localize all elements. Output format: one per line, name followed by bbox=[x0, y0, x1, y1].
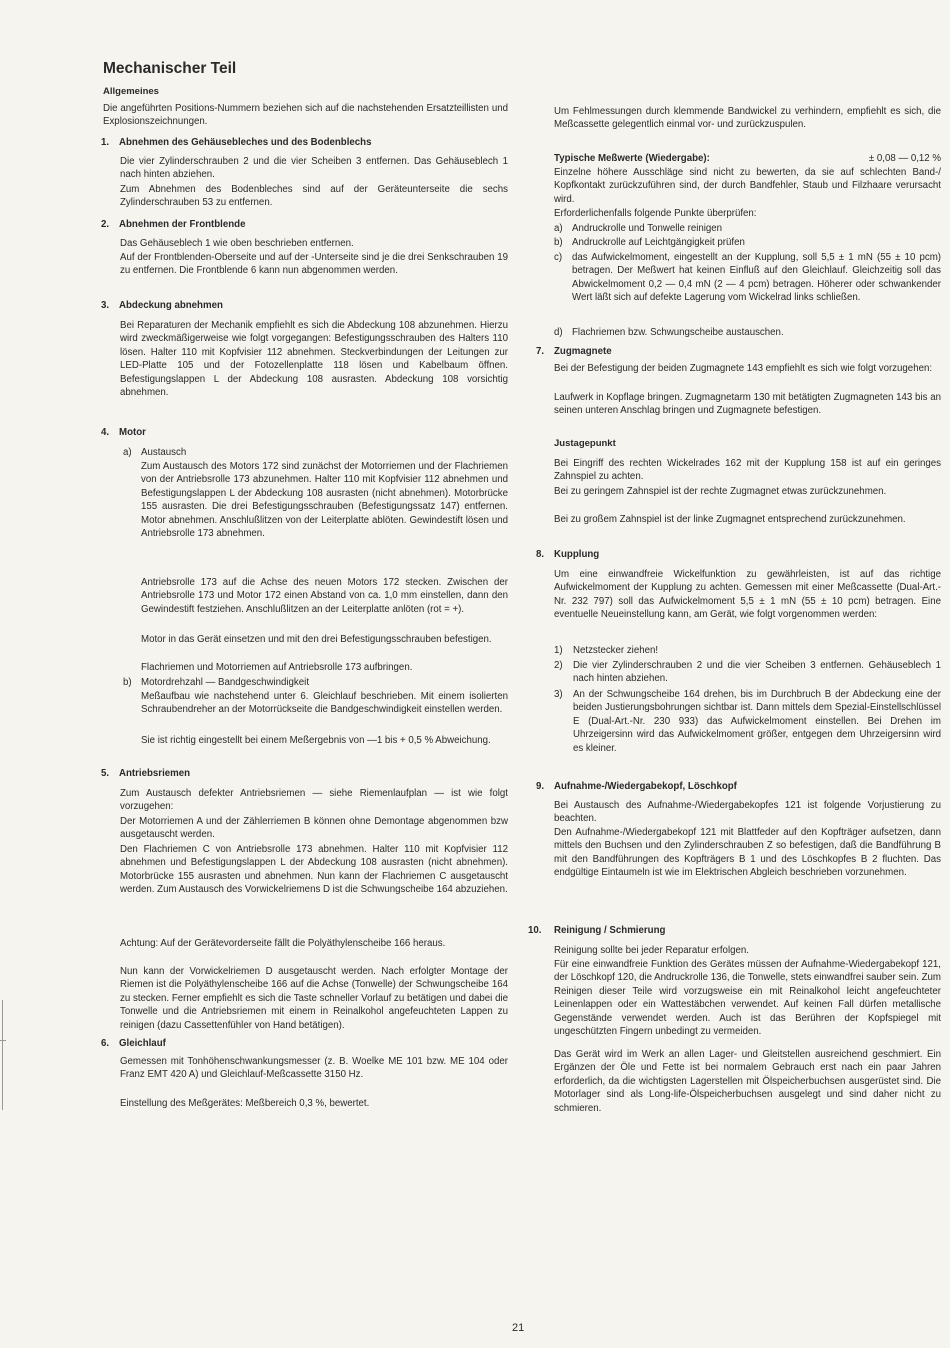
section-7-para-1: Bei der Befestigung der beiden Zugmagnete 143 empfiehlt es sich wie folgt vorzugehen: bbox=[554, 363, 933, 374]
section-5-heading bbox=[101, 768, 190, 779]
check-d-text: Flachriemen bzw. Schwungscheibe austauschen. bbox=[572, 327, 784, 338]
typical-values-row bbox=[554, 152, 941, 165]
section-title: Zugmagnete bbox=[554, 346, 612, 357]
binding-tick bbox=[0, 1040, 6, 1041]
step-2-text: Die vier Zylinderschrauben 2 und die vier Scheiben 3 entfernen. Gehäuseblech 1 nach hinten abziehen. bbox=[573, 660, 941, 685]
section-5-para-2: Der Motorriemen A und der Zählerriemen B können ohne Demontage abgenommen bzw ausgetauscht werden. bbox=[120, 816, 508, 841]
item-a-label: a) bbox=[123, 447, 132, 458]
section-title: Antriebsriemen bbox=[119, 768, 191, 779]
section-2-para-1: Das Gehäuseblech 1 wie oben beschrieben entfernen. bbox=[120, 238, 354, 249]
item-b-title: Motordrehzahl — Bandgeschwindigkeit bbox=[141, 677, 310, 688]
section-10-para-3: Das Gerät wird im Werk an allen Lager- und Gleitstellen ausreichend geschmiert. Ein Ergänzen der Öle und Fette ist bei normalem Gebrauch erst nach ein paar Jahren erforderlich, da die wichtigsten Lagerstellen mit Ölspeicherbuchsen ausgerüstet sind. Die Motorlager sind als Long-life-Ölspeicherbuchsen ausgelegt und sind daher nicht zu schmieren. bbox=[554, 1049, 941, 1114]
check-b-label: b) bbox=[554, 237, 563, 248]
section-number: 5. bbox=[101, 768, 110, 779]
section-5-para-1: Zum Austausch defekter Antriebsriemen — siehe Riemenlaufplan — ist wie folgt vorzugehen: bbox=[120, 788, 508, 813]
section-10-para-2: Für eine einwandfreie Funktion des Gerätes müssen der Aufnahme-Wiedergabekopf 121, der Löschkopf 120, die Andruckrolle 136, die Tonwelle, stets einwandfrei sauber sein. Zum Reinigen dieser Teile wird vorzugsweise ein mit Reinalkohol leicht angefeuchteter Leinenlappen oder ein Wattestäbchen verwendet. Auf keinen Fall dürfen metallische Gegenstände verwendet werden. Auch ist das Berühren der Kopfspiegel mit ungeschützten Fingern unbedingt zu vermeiden. bbox=[554, 959, 942, 1038]
section-9-para-2: Den Aufnahme-/Wiedergabekopf 121 mit Blattfeder auf den Kopfträger aufsetzen, dann mittels den Buchsen und den Zylinderschrauben Z so befestigen, daß die Bandführung B mit den Bandführungen des Kopfträgers B 1 und des Löschkopfes B 2 fluchten. Das endgültige Eintaumeln ist wie im Elektrischen Abgleich beschrieben vorzunehmen. bbox=[554, 827, 941, 879]
section-number: 2. bbox=[101, 219, 110, 230]
section-2-para-2: Auf der Frontblenden-Oberseite und auf der -Unterseite sind je die drei Senkschrauben 19 zu entfernen. Die Frontblende 6 kann nun abgenommen werden. bbox=[120, 252, 508, 277]
section-title: Abnehmen der Frontblende bbox=[119, 219, 246, 230]
section-9-para-1: Bei Austausch des Aufnahme-/Wiedergabekopfes 121 ist folgende Vorjustierung zu beachten. bbox=[554, 800, 941, 825]
item-a-para-2: Antriebsrolle 173 auf die Achse des neuen Motors 172 stecken. Zwischen der Antriebsrolle 173 und Motor 172 einen Abstand von ca. 1,0 mm einstellen, dann den Gewindestift festziehen. Anschlußlitzen an der Leiterplatte anlöten (rot = +). bbox=[141, 577, 508, 615]
check-c-label: c) bbox=[554, 252, 563, 263]
section-3-heading bbox=[101, 300, 223, 311]
section-7-para-2: Laufwerk in Kopflage bringen. Zugmagnetarm 130 mit betätigten Zugmagneten 143 bis an seinen unteren Anschlag bringen und Zugmagnete befestigen. bbox=[554, 392, 941, 417]
step-3-text: An der Schwungscheibe 164 drehen, bis im Durchbruch B der Abdeckung eine der beiden Justierungsbohrungen sichtbar ist. Dann mittels dem Spezial-Einstellschlüssel E (Dual-Art.-Nr. 230 933) das Aufwickelmoment einstellen. Bei Drehen im Uhrzeigersinn wird das Aufwickelmoment größer, entgegen dem Uhrzeigersinn wird es kleiner. bbox=[573, 689, 941, 754]
section-title: Abdeckung abnehmen bbox=[119, 300, 223, 311]
section-10-para-1: Reinigung sollte bei jeder Reparatur erfolgen. bbox=[554, 945, 749, 956]
check-b-text: Andruckrolle auf Leichtgängigkeit prüfen bbox=[572, 237, 745, 248]
item-b-para-1: Meßaufbau wie nachstehend unter 6. Gleichlauf beschrieben. Mit einem isolierten Schraubendreher an der Motorrückseite die Bandgeschwindigkeit einstellen werden. bbox=[141, 691, 508, 716]
typical-values-label: Typische Meßwerte (Wiedergabe): bbox=[554, 153, 710, 164]
step-1-text: Netzstecker ziehen! bbox=[573, 645, 659, 656]
page-number: 21 bbox=[512, 1322, 525, 1334]
section-6-heading bbox=[101, 1038, 166, 1049]
item-a-para-3: Motor in das Gerät einsetzen und mit den drei Befestigungsschrauben befestigen. bbox=[141, 634, 492, 645]
section-number: 4. bbox=[101, 427, 110, 438]
step-2-label: 2) bbox=[554, 660, 563, 671]
section-7-heading bbox=[536, 346, 612, 357]
general-heading: Allgemeines bbox=[103, 86, 159, 97]
typical-values-value: ± 0,08 — 0,12 % bbox=[868, 153, 941, 164]
adjustment-para-3: Bei zu großem Zahnspiel ist der linke Zugmagnet entsprechend zurückzunehmen. bbox=[554, 514, 906, 525]
section-number: 6. bbox=[101, 1038, 110, 1049]
section-3-para-1: Bei Reparaturen der Mechanik empfiehlt es sich die Abdeckung 108 abzunehmen. Hierzu wird zweckmäßigerweise wie folgt vorgegangen: Befestigungsschrauben des Halters 110 lösen. Halter 110 mit Kopfvisier 112 abnehmen. Steckverbindungen der Leitungen zur LED-Platte 105 und der Fotozellenplatte 118 lösen und Kabelbaum öffnen. Befestigungslappen L der Abdeckung 108 ausrasten. Abdeckung 108 vorsichtig abnehmen. bbox=[120, 320, 508, 399]
adjustment-para-1: Bei Eingriff des rechten Wickelrades 162 mit der Kupplung 158 ist auf ein geringes Zahnspiel zu achten. bbox=[554, 458, 941, 483]
general-text: Die angeführten Positions-Nummern beziehen sich auf die nachstehenden Ersatzteillisten und Explosionszeichnungen. bbox=[103, 103, 508, 128]
item-b-label: b) bbox=[123, 677, 132, 688]
section-number: 1. bbox=[101, 137, 110, 148]
section-10-heading bbox=[528, 925, 665, 936]
check-a-text: Andruckrolle und Tonwelle reinigen bbox=[572, 223, 723, 234]
item-a-para-4: Flachriemen und Motorriemen auf Antriebsrolle 173 aufbringen. bbox=[141, 662, 413, 673]
section-8-heading bbox=[536, 549, 599, 560]
section-6-para-1: Gemessen mit Tonhöhenschwankungsmesser (z. B. Woelke ME 101 bzw. ME 104 oder Franz EMT 420 A) und Gleichlauf-Meßcassette 3150 Hz. bbox=[120, 1056, 508, 1081]
step-1-label: 1) bbox=[554, 645, 563, 656]
adjustment-point-heading: Justagepunkt bbox=[554, 438, 616, 449]
item-a-para-1: Zum Austausch des Motors 172 sind zunächst der Motorriemen und der Flachriemen von der Antriebsrolle 173 abzunehmen. Halter 110 mit Kopfvisier 112 abnehmen und Befestigungslappen L der Abdeckung 108 ausrasten (nicht abnehmen). Motorbrücke 155 ausrasten. Die drei Befestigungsschrauben (Befestigungssatz 147) entfernen. Motor abnehmen. Anschlußlitzen von der Leiterplatte ablöten. Gewindestift lösen und Antriebsrolle 173 abnehmen. bbox=[141, 461, 508, 540]
section-number: 8. bbox=[536, 549, 545, 560]
adjustment-para-2: Bei zu geringem Zahnspiel ist der rechte Zugmagnet etwas zurückzunehmen. bbox=[554, 486, 887, 497]
binding-mark bbox=[2, 1000, 3, 1110]
section-title: Abnehmen des Gehäusebleches und des Bodenblechs bbox=[119, 137, 372, 148]
page-title: Mechanischer Teil bbox=[103, 60, 237, 77]
section-8-para-1: Um eine einwandfreie Wickelfunktion zu gewährleisten, ist auf das richtige Aufwickelmoment der Kupplung zu achten. Gemessen mit einer Meßcassette (Dual-Art.-Nr. 232 797) soll das Aufwickelmoment 5,5 ± 1 mN (55 ± 10 pcm) betragen. Eine eventuelle Neueinstellung kann, am Gerät, wie folgt vorgenommen werden: bbox=[554, 569, 941, 621]
check-a-label: a) bbox=[554, 223, 563, 234]
intro-text: Um Fehlmessungen durch klemmende Bandwickel zu verhindern, empfiehlt es sich, die Meßcassette gelegentlich einmal vor- und zurückzuspulen. bbox=[554, 106, 941, 131]
section-title: Motor bbox=[119, 427, 146, 438]
section-9-heading bbox=[536, 781, 737, 792]
section-5-para-3: Den Flachriemen C von Antriebsrolle 173 abnehmen. Halter 110 mit Kopfvisier 112 abnehmen und Befestigungslappen L der Abdeckung 108 ausrasten (nicht abnehmen). Motorbrücke 155 ausrasten und abnehmen. Nun kann der Flachriemen C ausgetauscht werden. Zum Austausch des Vorwickelriemens D ist die Schwungscheibe 164 abzuziehen. bbox=[120, 844, 508, 896]
typical-values-text: Einzelne höhere Ausschläge sind nicht zu bewerten, da sie auf schlechten Band-/ Kopfkontakt zurückzuführen sind, der durch Bandfehler, Staub und Filzhaare verursacht wird. bbox=[554, 167, 941, 205]
step-3-label: 3) bbox=[554, 689, 563, 700]
section-number: 10. bbox=[528, 925, 542, 936]
section-title: Reinigung / Schmierung bbox=[554, 925, 666, 936]
section-title: Aufnahme-/Wiedergabekopf, Löschkopf bbox=[554, 781, 737, 792]
check-d-label: d) bbox=[554, 327, 563, 338]
section-2-heading bbox=[101, 219, 245, 230]
item-b-para-2: Sie ist richtig eingestellt bei einem Meßergebnis von —1 bis + 0,5 % Abweichung. bbox=[141, 735, 491, 746]
section-1-para-2: Zum Abnehmen des Bodenbleches sind auf der Geräteunterseite die sechs Zylinderschrauben 53 zu entfernen. bbox=[120, 184, 508, 209]
item-a-title: Austausch bbox=[141, 447, 187, 458]
section-title: Gleichlauf bbox=[119, 1038, 166, 1049]
section-title: Kupplung bbox=[554, 549, 600, 560]
section-number: 7. bbox=[536, 346, 545, 357]
section-5-para-4: Achtung: Auf der Gerätevorderseite fällt die Polyäthylenscheibe 166 heraus. bbox=[120, 938, 446, 949]
check-intro: Erforderlichenfalls folgende Punkte überprüfen: bbox=[554, 208, 757, 219]
section-1-para-1: Die vier Zylinderschrauben 2 und die vier Scheiben 3 entfernen. Das Gehäuseblech 1 nach hinten abziehen. bbox=[120, 156, 508, 181]
section-5-para-5: Nun kann der Vorwickelriemen D ausgetauscht werden. Nach erfolgter Montage der Riemen ist die Polyäthylenscheibe 166 auf die Achse (Tonwelle) der Schwungscheibe 164 zu stecken. Ferner empfiehlt es sich die Taste schneller Vorlauf zu betätigen und dabei die Tonwelle und die Antriebsriemen mit einem in Reinalkohol angefeuchteten Lappen zu reinigen (dazu Cassettenfühler von Hand betätigen). bbox=[120, 966, 508, 1031]
section-4-heading bbox=[101, 427, 146, 438]
section-number: 3. bbox=[101, 300, 110, 311]
section-number: 9. bbox=[536, 781, 545, 792]
section-6-para-2: Einstellung des Meßgerätes: Meßbereich 0,3 %, bewertet. bbox=[120, 1098, 370, 1109]
section-1-heading bbox=[101, 137, 371, 148]
check-c-text: das Aufwickelmoment, eingestellt an der Kupplung, soll 5,5 ± 1 mN (55 ± 10 pcm) betragen. Der Meßwert hat keinen Einfluß auf den Gleichlauf. Gleichzeitig soll das Abwickelmoment 0,2 — 0,4 mN (2 — 4 pcm) betragen. Höherer oder schwankender Wert läßt sich auf defekte Lagerung vom Wickelrad links schließen. bbox=[572, 252, 941, 304]
